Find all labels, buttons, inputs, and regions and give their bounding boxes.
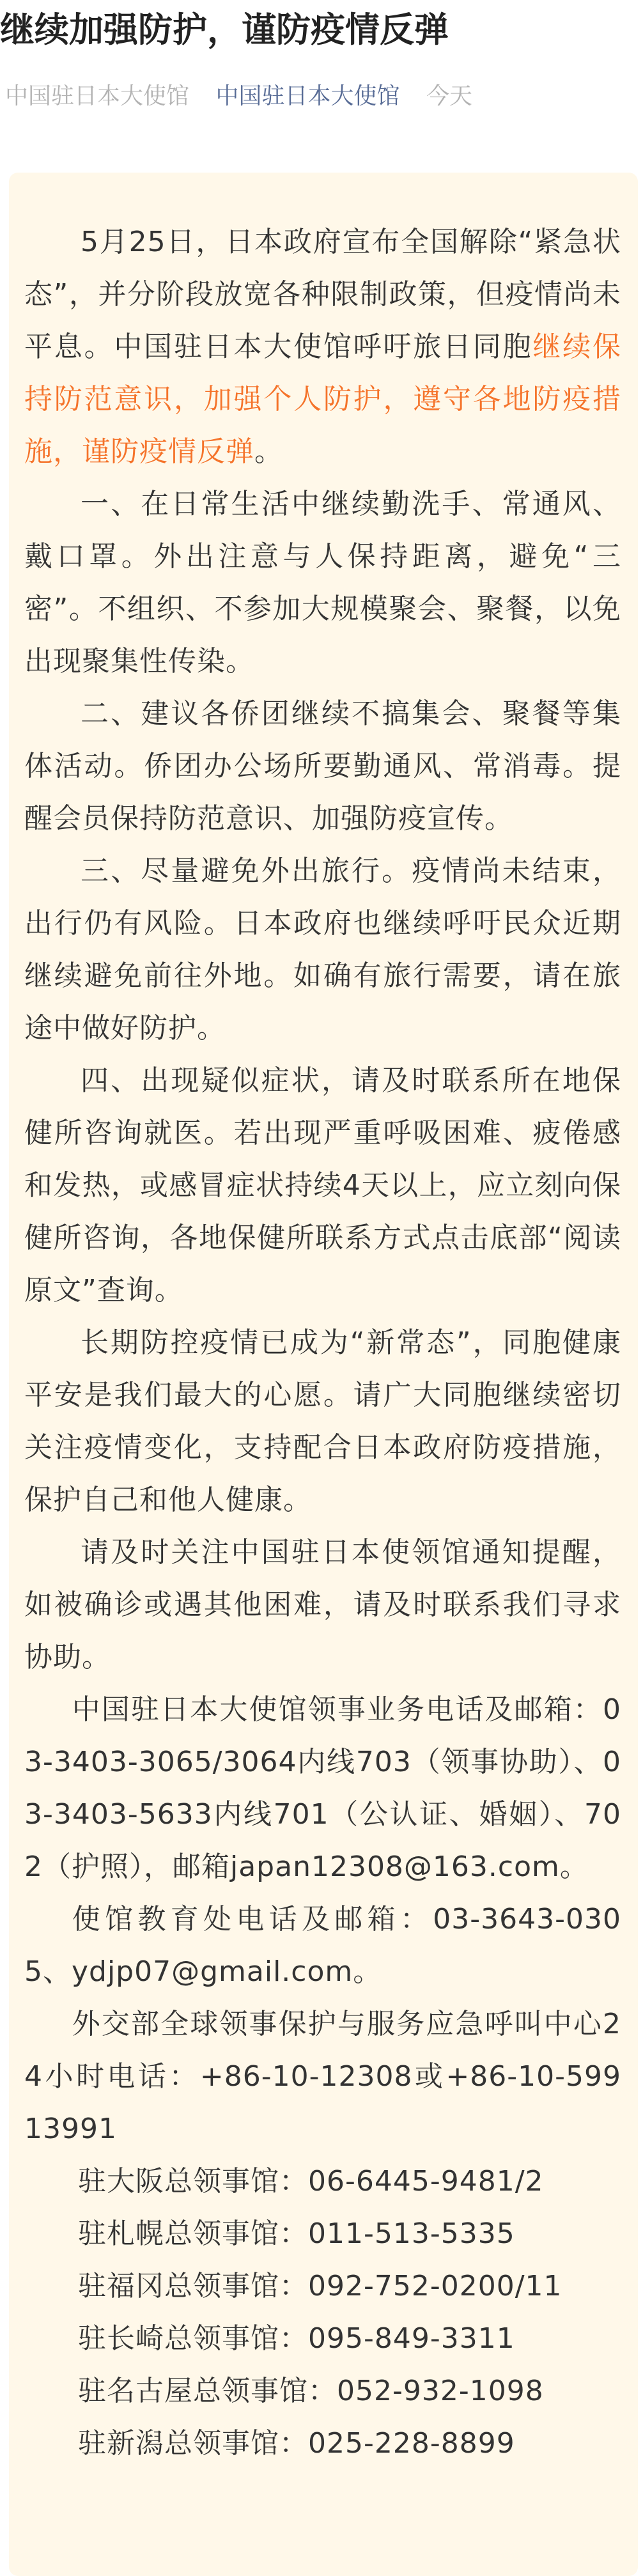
education-contact-paragraph: 使馆教育处电话及邮箱：03-3643-0305、ydjp07@gmail.com。: [24, 1903, 621, 1988]
hotline-contact-paragraph: 外交部全球领事保护与服务应急呼叫中心24小时电话：+86-10-12308或+86-10-59913991: [24, 2008, 621, 2145]
account-name-link[interactable]: 中国驻日本大使馆: [215, 83, 400, 109]
advice-point-2: 二、建议各侨团继续不搞集会、聚餐等集体活动。侨团办公场所要勤通风、常消毒。提醒会员保持防范意识、加强防疫宣传。: [24, 697, 621, 835]
article-body-card: [9, 173, 638, 2576]
article-title: 继续加强防护，谨防疫情反弹: [0, 10, 449, 50]
closing-paragraph-1: 长期防控疫情已成为“新常态”，同胞健康平安是我们最大的心愿。请广大同胞继续密切关注疫情变化，支持配合日本政府防疫措施，保护自己和他人健康。: [24, 1326, 621, 1516]
consulate-contact-osaka: 驻大阪总领事馆：06-6445-9481/2: [78, 2165, 544, 2198]
intro-text: 5月25日，日本政府宣布全国解除“紧急状态”，并分阶段放宽各种限制政策，但疫情尚未平息。中国驻日本大使馆呼吁旅日同胞: [24, 226, 621, 363]
publish-date: 今天: [426, 83, 472, 109]
consulate-contact-nagoya: 驻名古屋总领事馆：052-932-1098: [78, 2375, 544, 2407]
embassy-contact-paragraph: 中国驻日本大使馆领事业务电话及邮箱：03-3403-3065/3064内线703（领事协助）、03-3403-5633内线701（公认证、婚姻）、702（护照），邮箱japan12308@163.com。: [24, 1693, 621, 1883]
intro-highlight-text: 继续保持防范意识，加强个人防护，遵守各地防疫措施，谨防疫情反弹: [24, 330, 622, 468]
article-source: 中国驻日本大使馆: [5, 83, 190, 109]
consulate-contact-niigata: 驻新潟总领事馆：025-228-8899: [78, 2427, 515, 2460]
advice-point-1: 一、在日常生活中继续勤洗手、常通风、戴口罩。外出注意与人保持距离，避免“三密”。不组织、不参加大规模聚会、聚餐，以免出现聚集性传染。: [24, 488, 621, 678]
closing-paragraph-2: 请及时关注中国驻日本使领馆通知提醒，如被确诊或遇其他困难，请及时联系我们寻求协助。: [24, 1536, 621, 1673]
consulate-contact-fukuoka: 驻福冈总领事馆：092-752-0200/11: [78, 2270, 562, 2302]
intro-paragraph: [24, 216, 621, 478]
consulate-contact-sapporo: 驻札幌总领事馆：011-513-5335: [78, 2217, 515, 2250]
article-meta: [5, 79, 492, 114]
advice-point-4: 四、出现疑似症状，请及时联系所在地保健所咨询就医。若出现严重呼吸困难、疲倦感和发热，或感冒症状持续4天以上，应立刻向保健所咨询，各地保健所联系方式点击底部“阅读原文”查询。: [24, 1064, 621, 1307]
consulate-contact-nagasaki: 驻长崎总领事馆：095-849-3311: [78, 2322, 515, 2355]
intro-end-text: 。: [254, 435, 283, 468]
advice-point-3: 三、尽量避免外出旅行。疫情尚未结束，出行仍有风险。日本政府也继续呼吁民众近期继续避免前往外地。如确有旅行需要，请在旅途中做好防护。: [24, 855, 621, 1044]
